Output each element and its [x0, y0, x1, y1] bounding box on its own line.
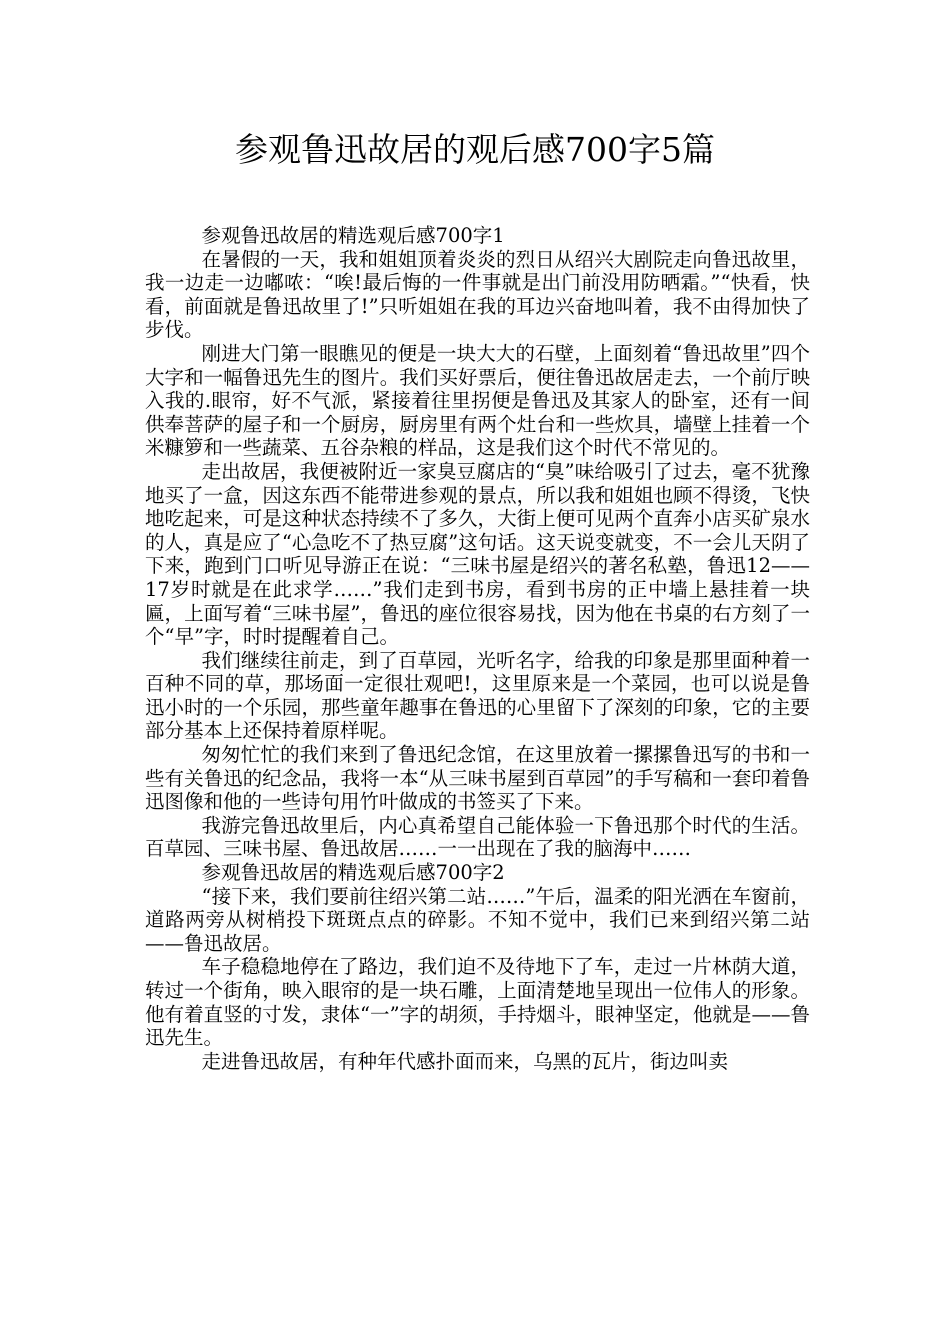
- document-body: [145, 224, 810, 1073]
- section-heading: 参观鲁迅故居的精选观后感700字1: [201, 224, 505, 247]
- paragraph: 刚进大门第一眼瞧见的便是一块大大的石壁，上面刻着“鲁迅故里”四个大字和一幅鲁迅先生的图片。我们买好票后，便往鲁迅故居走去，一个前厅映入我的.眼帘，好不气派，紧接着往里拐便是鲁迅及其家人的卧室，还有一间供奉菩萨的屋子和一个厨房，厨房里有两个灶台和一些炊具，墙壁上挂着一个米糠箩和一些蔬菜、五谷杂粮的样品，这是我们这个时代不常见的。: [145, 341, 810, 460]
- paragraph: 车子稳稳地停在了路边，我们迫不及待地下了车，走过一片林荫大道，转过一个街角，映入眼帘的是一块石雕，上面清楚地呈现出一位伟人的形象。他有着直竖的寸发，隶体“一”字的胡须，手持烟斗，眼神坚定，他就是——鲁迅先生。: [145, 955, 810, 1050]
- paragraph: 走出故居，我便被附近一家臭豆腐店的“臭”味给吸引了过去，毫不犹豫地买了一盒，因这东西不能带进参观的景点，所以我和姐姐也顾不得烫，飞快地吃起来，可是这种状态持续不了多久，大街上便可见两个直奔小店买矿泉水的人，真是应了“心急吃不了热豆腐”这句话。这天说变就变，不一会儿天阴了下来，跑到门口听见导游正在说：“三味书屋是绍兴的著名私塾，鲁迅12——17岁时就是在此求学……”我们走到书房，看到书房的正中墙上悬挂着一块匾，上面写着“三味书屋”，鲁迅的座位很容易找，因为他在书桌的右方刻了一个“早”字，时时提醒着自己。: [145, 459, 810, 649]
- section-heading: 参观鲁迅故居的精选观后感700字2: [201, 861, 505, 885]
- paragraph: 匆匆忙忙的我们来到了鲁迅纪念馆，在这里放着一摞摞鲁迅写的书和一些有关鲁迅的纪念品，我将一本“从三味书屋到百草园”的手写稿和一套印着鲁迅图像和他的一些诗句用竹叶做成的书签买了下来。: [145, 743, 810, 814]
- document-title: 参观鲁迅故居的观后感700字5篇: [235, 130, 715, 169]
- paragraph: 走进鲁迅故居，有种年代感扑面而来，乌黑的瓦片，街边叫卖: [201, 1049, 729, 1073]
- paragraph: “接下来，我们要前往绍兴第二站……”午后，温柔的阳光洒在车窗前，道路两旁从树梢投下斑斑点点的碎影。不知不觉中，我们已来到绍兴第二站——鲁迅故居。: [145, 884, 810, 955]
- paragraph: 我游完鲁迅故里后，内心真希望自己能体验一下鲁迅那个时代的生活。百草园、三味书屋、鲁迅故居……一一出现在了我的脑海中……: [145, 813, 810, 861]
- paragraph: 我们继续往前走，到了百草园，光听名字，给我的印象是那里面种着一百种不同的草，那场面一定很壮观吧!，这里原来是一个菜园，也可以说是鲁迅小时的一个乐园，那些童年趣事在鲁迅的心里留下了深刻的印象，它的主要部分基本上还保持着原样呢。: [145, 648, 810, 743]
- paragraph: 在暑假的一天，我和姐姐顶着炎炎的烈日从绍兴大剧院走向鲁迅故里，我一边走一边嘟哝：“唉!最后悔的一件事就是出门前没用防晒霜。”“快看，快看，前面就是鲁迅故里了!”只听姐姐在我的耳边兴奋地叫着，我不由得加快了步伐。: [145, 247, 810, 342]
